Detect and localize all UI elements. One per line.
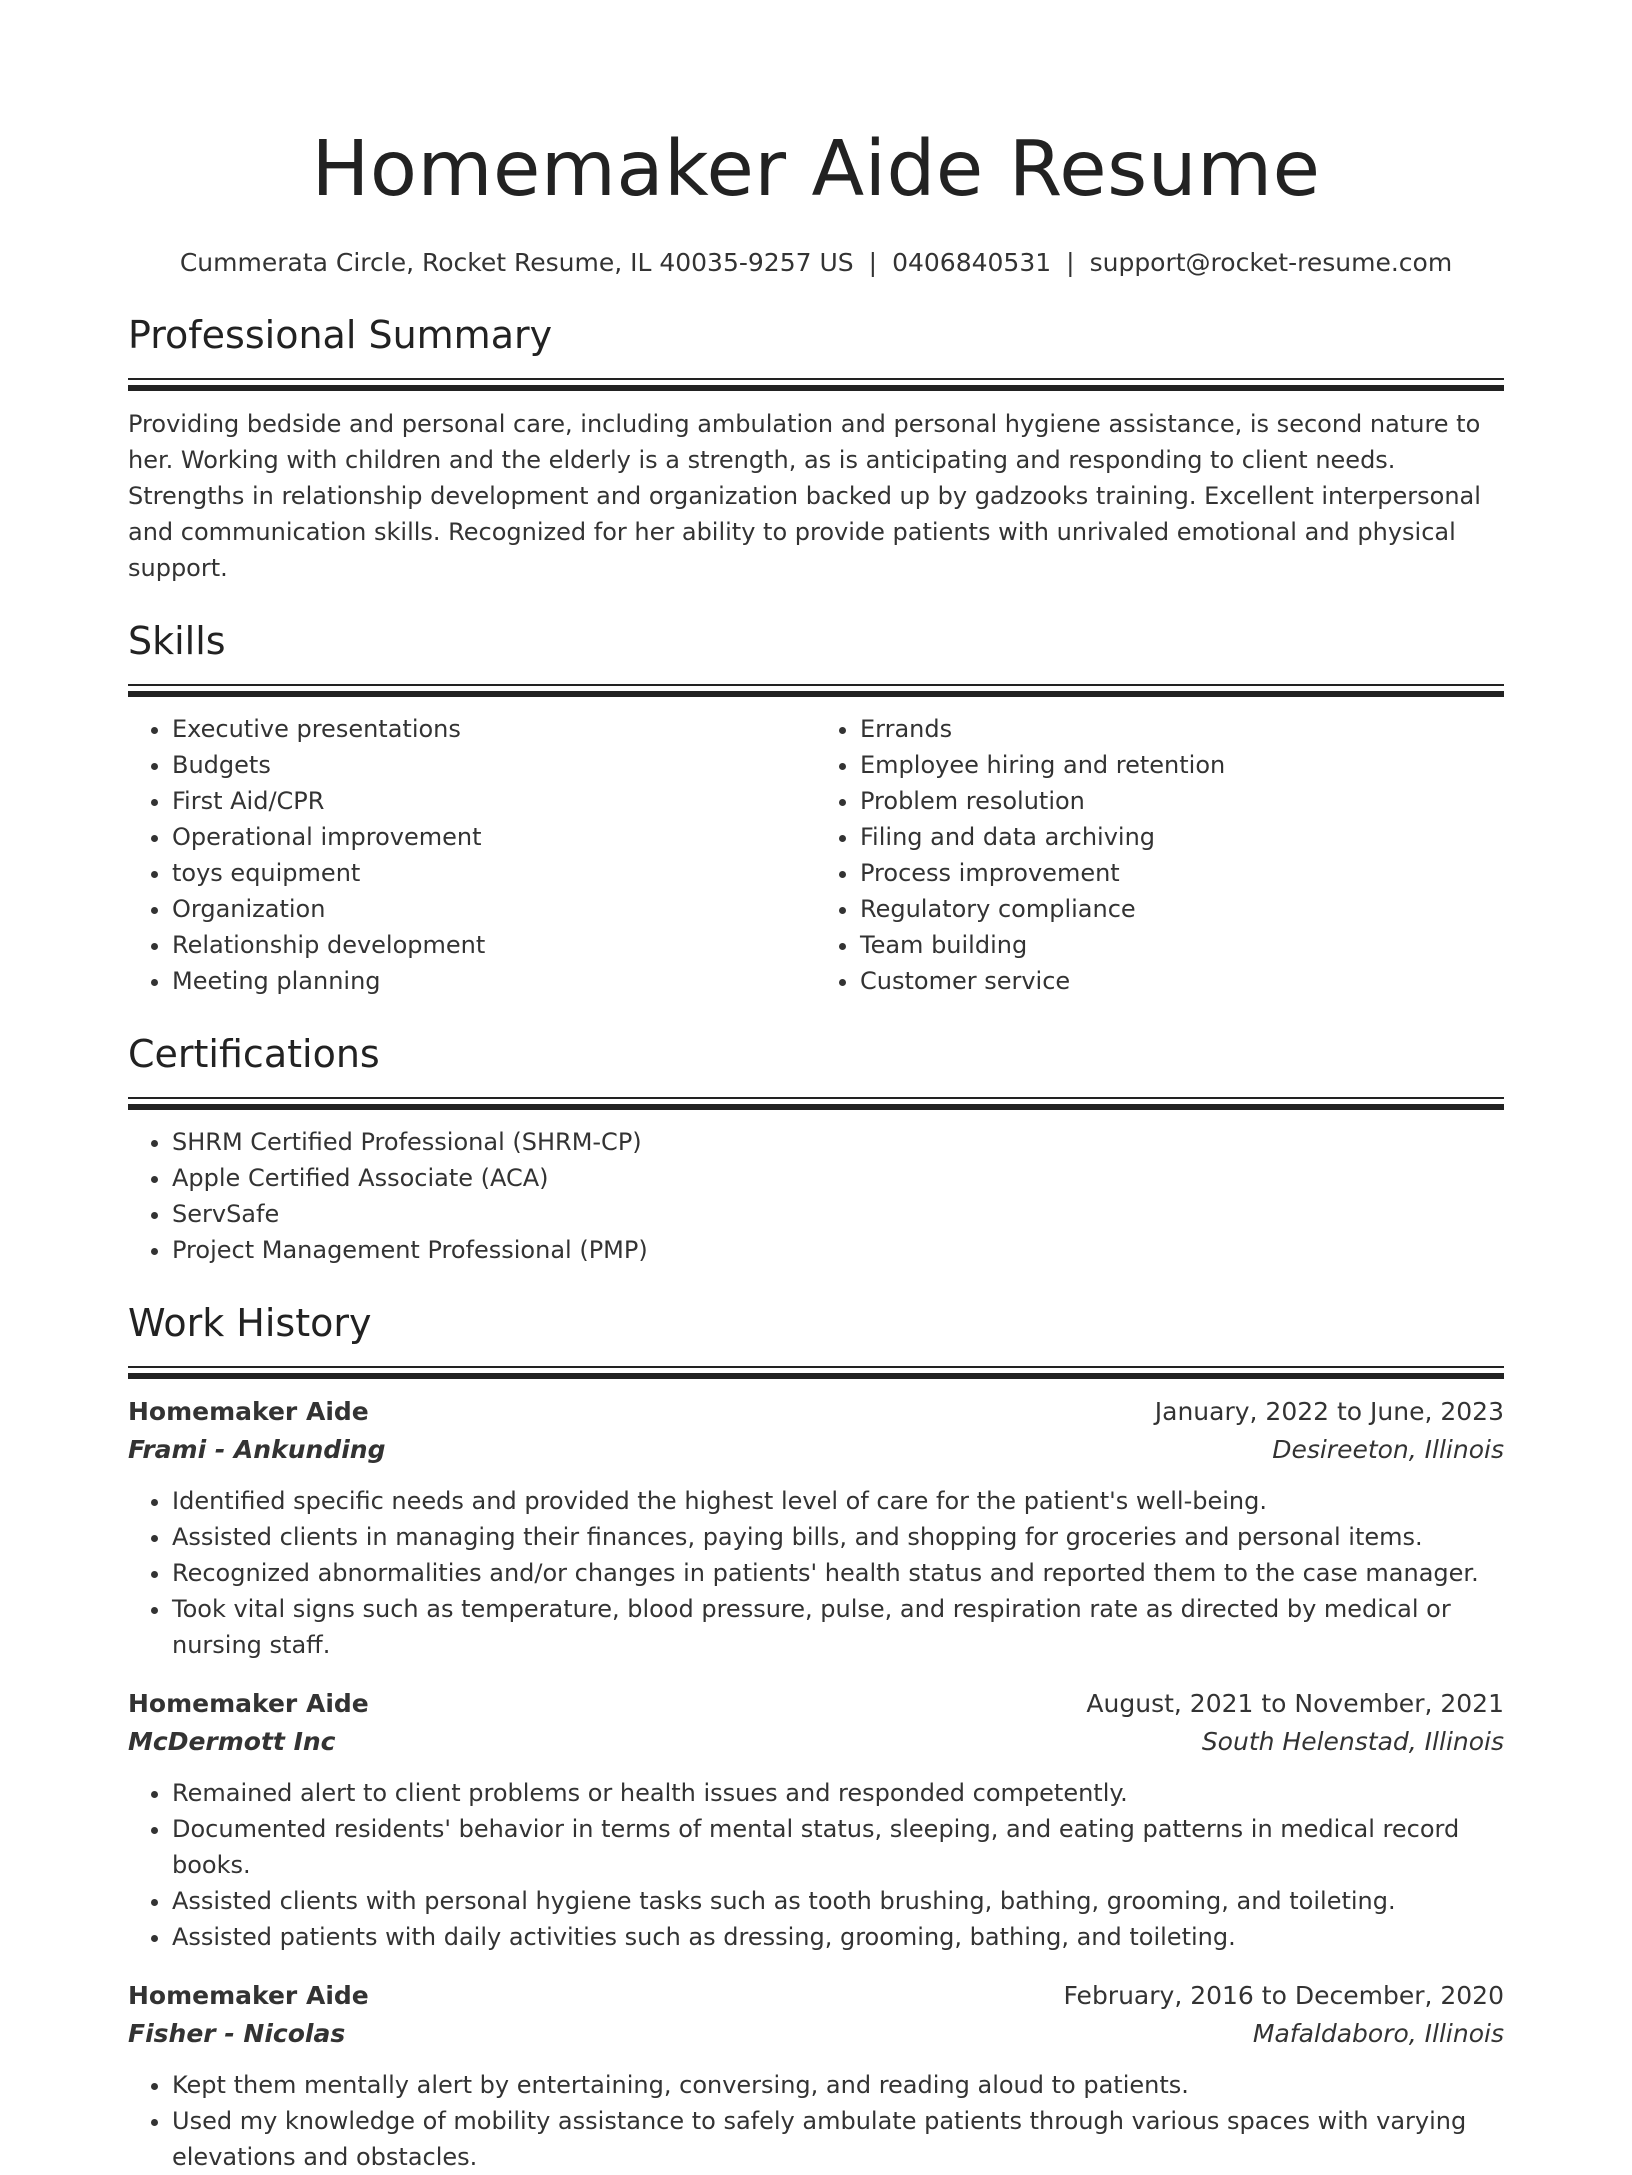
skill-item: • Filing and data archiving <box>860 819 1504 855</box>
job-header-row <box>128 1685 1504 1723</box>
skill-item: • Customer service <box>860 963 1504 999</box>
certification-item: • Project Management Professional (PMP) <box>172 1232 1504 1268</box>
work-history-heading: Work History <box>128 1301 372 1345</box>
job-bullet: • Documented residents' behavior in terms of mental status, sleeping, and eating patterns in medical record books. <box>172 1811 1504 1883</box>
section-divider <box>128 378 1504 391</box>
skill-item: • Relationship development <box>172 927 816 963</box>
job-company-row <box>128 2015 1504 2053</box>
section-divider <box>128 1366 1504 1379</box>
section-divider <box>128 684 1504 697</box>
skills-columns <box>128 711 1504 999</box>
summary-heading: Professional Summary <box>128 313 553 357</box>
job-header-row <box>128 1393 1504 1431</box>
skill-item: • Organization <box>172 891 816 927</box>
skill-item: • Budgets <box>172 747 816 783</box>
skill-item: • Meeting planning <box>172 963 816 999</box>
job-company: Frami - Ankunding <box>128 1435 386 1464</box>
job-bullet: • Assisted clients in managing their finances, paying bills, and shopping for groceries and personal items. <box>172 1519 1504 1555</box>
job-dates: February, 2016 to December, 2020 <box>1063 1981 1504 2010</box>
job-entry <box>128 1393 1504 1663</box>
job-bullet: • Used my knowledge of mobility assistance to safely ambulate patients through various spaces with varying elevations and obstacles. <box>172 2103 1504 2175</box>
work-history-section <box>128 1298 1504 2175</box>
job-title: Homemaker Aide <box>128 1689 369 1718</box>
job-bullet: • Took vital signs such as temperature, blood pressure, pulse, and respiration rate as directed by medical or nursing staff. <box>172 1591 1504 1663</box>
certifications-list <box>128 1124 1504 1268</box>
job-company-row <box>128 1723 1504 1761</box>
summary-section <box>128 310 1504 586</box>
certifications-heading: Certifications <box>128 1032 380 1076</box>
job-dates: January, 2022 to June, 2023 <box>1154 1397 1504 1426</box>
summary-text: Providing bedside and personal care, including ambulation and personal hygiene assistance, is second nature to her. Working with children and the elderly is a strength, as is anticipating and responding to client needs. Strengths in relationship development and organization backed up by gadzooks training. Excellent interpersonal and communication skills. Recognized for her ability to provide patients with unrivaled emotional and physical support. <box>128 410 1481 582</box>
job-company-row <box>128 1431 1504 1469</box>
job-dates: August, 2021 to November, 2021 <box>1086 1689 1504 1718</box>
skill-item: • Employee hiring and retention <box>860 747 1504 783</box>
skills-column-right <box>816 711 1504 999</box>
contact-address: Cummerata Circle, Rocket Resume, IL 40035-9257 US <box>179 248 854 277</box>
contact-separator: | <box>868 248 878 277</box>
section-divider <box>128 1097 1504 1110</box>
skill-item: • Process improvement <box>860 855 1504 891</box>
certification-item: • Apple Certified Associate (ACA) <box>172 1160 1504 1196</box>
certification-item: • SHRM Certified Professional (SHRM-CP) <box>172 1124 1504 1160</box>
skills-list-left <box>128 711 816 999</box>
contact-separator: | <box>1066 248 1075 277</box>
skill-item: • Operational improvement <box>172 819 816 855</box>
job-title: Homemaker Aide <box>128 1981 369 2010</box>
job-bullets <box>128 1775 1504 1955</box>
job-bullet: • Recognized abnormalities and/or changes in patients' health status and reported them to the case manager. <box>172 1555 1504 1591</box>
certification-item: • ServSafe <box>172 1196 1504 1232</box>
skill-item: • toys equipment <box>172 855 816 891</box>
job-bullet: • Assisted patients with daily activities such as dressing, grooming, bathing, and toileting. <box>172 1919 1504 1955</box>
skills-heading: Skills <box>128 619 226 663</box>
skill-item: • Regulatory compliance <box>860 891 1504 927</box>
skills-list-right <box>816 711 1504 999</box>
skill-item: • Team building <box>860 927 1504 963</box>
job-bullet: • Identified specific needs and provided the highest level of care for the patient's well-being. <box>172 1483 1504 1519</box>
job-entry <box>128 1685 1504 1955</box>
job-bullets <box>128 2067 1504 2175</box>
job-header-row <box>128 1977 1504 2015</box>
job-bullet: • Remained alert to client problems or health issues and responded competently. <box>172 1775 1504 1811</box>
contact-phone: 0406840531 <box>892 248 1052 277</box>
job-location: Mafaldaboro, Illinois <box>1252 2019 1504 2048</box>
job-entry <box>128 1977 1504 2175</box>
job-title: Homemaker Aide <box>128 1397 369 1426</box>
skills-column-left <box>128 711 816 999</box>
skill-item: • First Aid/CPR <box>172 783 816 819</box>
contact-email: support@rocket-resume.com <box>1089 248 1453 277</box>
job-location: Desireeton, Illinois <box>1272 1435 1504 1464</box>
certifications-section <box>128 1029 1504 1268</box>
skills-section <box>128 616 1504 999</box>
skill-item: • Errands <box>860 711 1504 747</box>
skill-item: • Problem resolution <box>860 783 1504 819</box>
skill-item: • Executive presentations <box>172 711 816 747</box>
job-bullet: • Kept them mentally alert by entertaining, conversing, and reading aloud to patients. <box>172 2067 1504 2103</box>
job-bullet: • Assisted clients with personal hygiene tasks such as tooth brushing, bathing, grooming, and toileting. <box>172 1883 1504 1919</box>
contact-line <box>128 246 1504 280</box>
resume-title: Homemaker Aide Resume <box>311 125 1321 214</box>
job-location: South Helenstad, Illinois <box>1201 1727 1504 1756</box>
job-company: Fisher - Nicolas <box>128 2019 346 2048</box>
job-company: McDermott Inc <box>128 1727 336 1756</box>
job-bullets <box>128 1483 1504 1663</box>
